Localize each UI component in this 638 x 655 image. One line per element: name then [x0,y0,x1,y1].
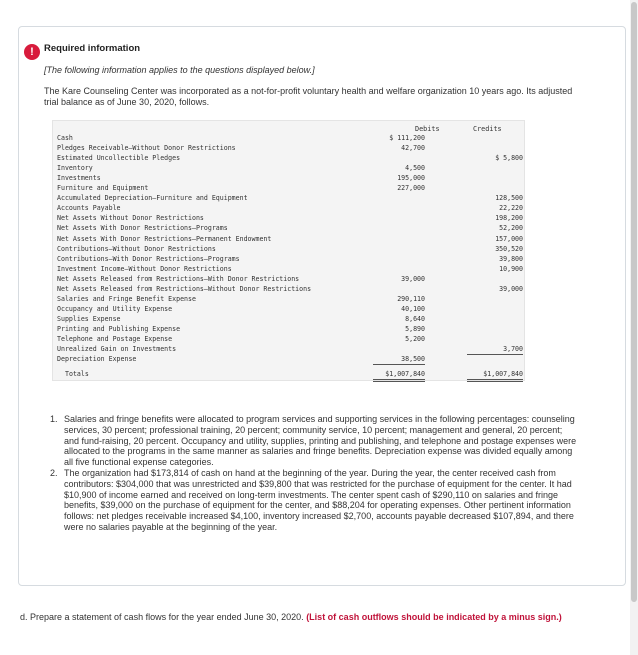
account-name: Telephone and Postage Expense [57,335,173,343]
account-name: Accumulated Depreciation—Furniture and Equipment [57,194,248,203]
account-name: Estimated Uncollectible Pledges [57,154,181,163]
trial-balance-row [53,163,526,173]
trial-balance-row [53,213,526,223]
account-name: Depreciation Expense [57,355,137,364]
note-number: 2. [50,467,58,478]
trial-balance-table [52,120,525,381]
totals-label: Totals [65,370,89,379]
account-name: Net Assets With Donor Restrictions—Programs [57,224,228,233]
trial-balance-row [53,143,526,153]
credit-amount: 52,200 [499,224,523,233]
account-name: Net Assets Released from Restrictions—With Donor Restrictions [57,274,300,283]
total-credit: $1,007,840 [467,369,523,382]
account-name: Investments [57,174,101,183]
trial-balance-row [53,254,526,264]
required-info-title: Required information [44,43,141,54]
trial-balance-row [53,304,526,314]
trial-balance-row [53,223,526,233]
debit-amount: 40,100 [401,304,425,313]
account-name: Furniture and Equipment [57,184,149,193]
account-name: Accounts Payable [57,204,121,213]
account-name: Supplies Expense [57,314,121,323]
credits-header: Credits [473,125,502,133]
debit-amount: 5,890 [405,324,425,333]
credit-amount: 39,800 [499,254,523,263]
account-name: Pledges Receivable—Without Donor Restrictions [57,144,236,153]
debits-header: Debits [415,125,440,133]
trial-balance-row [53,324,526,334]
credit-amount: 128,500 [495,194,523,203]
trial-balance-row [53,234,526,244]
trial-balance-row [53,183,526,193]
question-emphasis: (List of cash outflows should be indicated by a minus sign.) [306,612,562,622]
debit-amount: $ 111,200 [389,134,425,142]
intro-paragraph: The Kare Counseling Center was incorporated as a not-for-profit voluntary health and welfare organization 10 years ago. Its adjusted trial balance as of June 30, 2020, follows. [44,86,573,107]
account-name: Cash [57,134,73,142]
credit-amount: 3,700 [467,344,523,355]
account-name: Net Assets Without Donor Restrictions [57,214,204,223]
note-item [50,468,578,533]
credit-amount: 39,000 [499,284,523,293]
note-number: 1. [50,414,58,424]
debit-amount: 8,640 [405,314,425,323]
account-name: Occupancy and Utility Expense [57,304,173,313]
account-name: Contributions—Without Donor Restrictions [57,244,216,253]
note-text: The organization had $173,814 of cash on hand at the beginning of the year. During the year, the center received cash from contributors: $304,000 that was unrestricted and $39,800 that was restricted for the purchase of equipment for the center. It had $10,900 of income earned and received on long-term investments. The center spent cash of $290,110 on salaries and fringe benefits, $39,000 on the purchase of equipment for the center, and $88,204 for operating expenses. Other pertinent information follows: net pledges receivable increased $4,100, inventory increased $2,700, accounts payable decreased $107,894, and there were no salaries payable at the beginning of the year. [64,467,574,532]
alert-icon: ! [24,44,40,60]
applies-note: [The following information applies to the questions displayed below.] [44,65,315,75]
debit-amount: 38,500 [373,354,425,365]
trial-balance-row [53,173,526,183]
credit-amount: 198,200 [495,214,523,223]
account-name: Net Assets With Donor Restrictions—Permanent Endowment [57,234,272,243]
trial-balance-row [53,344,526,354]
question-d [20,612,620,623]
debit-amount: 227,000 [397,184,425,193]
debit-amount: 195,000 [397,174,425,183]
trial-balance-row [53,153,526,163]
credit-amount: 10,900 [499,264,523,273]
account-name: Printing and Publishing Expense [57,324,181,333]
trial-balance-row [53,334,526,344]
notes-list [50,414,578,533]
trial-balance-row [53,294,526,304]
credit-amount: 22,220 [499,204,523,213]
account-name: Salaries and Fringe Benefit Expense [57,294,196,303]
trial-balance-row [53,244,526,254]
totals-row [53,369,526,379]
debit-amount: 39,000 [401,274,425,283]
scrollbar-thumb[interactable] [631,2,637,602]
total-debit: $1,007,840 [373,369,425,382]
trial-balance-row [53,354,526,364]
trial-balance-row [53,284,526,294]
scrollbar-track[interactable] [630,0,638,655]
account-name: Unrealized Gain on Investments [57,345,177,354]
account-name: Contributions—With Donor Restrictions—Programs [57,254,240,263]
debit-amount: 42,700 [401,144,425,153]
debit-amount: 4,500 [405,164,425,173]
credit-amount: 157,000 [495,234,523,243]
credit-amount: 350,520 [495,244,523,253]
account-name: Net Assets Released from Restrictions—Without Donor Restrictions [57,284,312,293]
account-name: Investment Income—Without Donor Restrictions [57,264,232,273]
question-text: d. Prepare a statement of cash flows for the year ended June 30, 2020. [20,612,307,622]
credit-amount: $ 5,800 [495,154,523,163]
trial-balance-row [53,193,526,203]
debit-amount: 290,110 [397,294,425,303]
note-text: Salaries and fringe benefits were allocated to program services and supporting services in the following percentages: counseling services, 30 percent; professional training, 20 percent; community service, 10 percent; management and general, 20 percent; and fund-raising, 20 percent. Occupancy and utility, supplies, printing and publishing, and telephone and postage expenses were allocated to the programs in the same manner as salaries and fringe benefits. Depreciation expense was divided equally among all five functional expense categories. [64,414,577,468]
trial-balance-row [53,274,526,284]
debit-amount: 5,200 [405,335,425,343]
trial-balance-row [53,133,526,143]
trial-balance-row [53,203,526,213]
note-item [50,414,578,468]
account-name: Inventory [57,164,93,173]
trial-balance-row [53,264,526,274]
trial-balance-row [53,314,526,324]
